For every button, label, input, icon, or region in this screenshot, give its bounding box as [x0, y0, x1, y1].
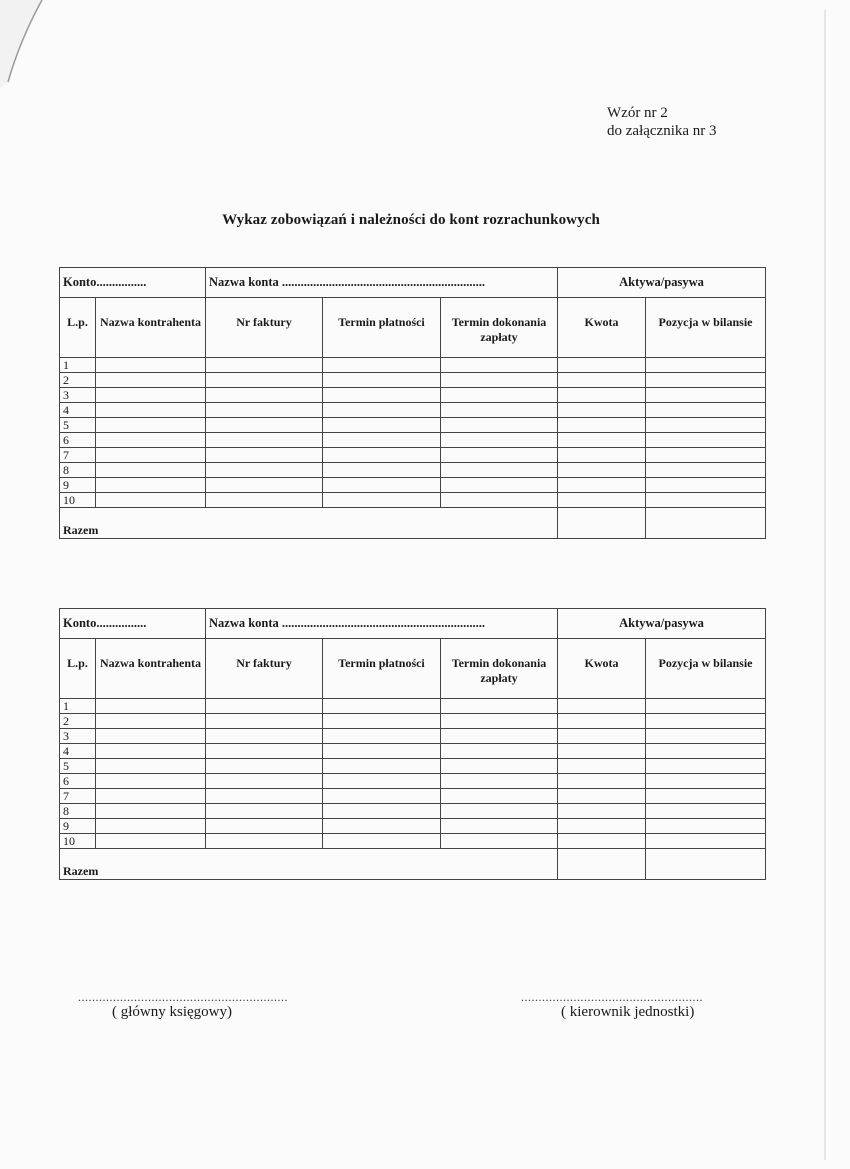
folded-corner-mark — [0, 0, 70, 90]
row-number: 2 — [60, 373, 96, 388]
col-header-balance-position: Pozycja w bilansie — [646, 298, 766, 358]
col-header-payment-date: Termin dokonania zapłaty — [441, 298, 558, 358]
account-name-field: Nazwa konta ................................................................. — [206, 609, 558, 639]
row-number: 3 — [60, 388, 96, 403]
table-row — [60, 759, 766, 774]
chief-accountant-label: ( główny księgowy) — [112, 1004, 232, 1020]
table-account-header — [60, 268, 766, 298]
model-reference — [607, 104, 717, 140]
table-column-headers — [60, 639, 766, 699]
document-title: Wykaz zobowiązań i należności do kont rozrachunkowych — [222, 212, 600, 228]
row-number: 10 — [60, 834, 96, 849]
col-header-amount: Kwota — [558, 639, 646, 699]
row-number: 4 — [60, 403, 96, 418]
col-header-invoice: Nr faktury — [206, 298, 323, 358]
table-row — [60, 729, 766, 744]
row-number: 2 — [60, 714, 96, 729]
table-row — [60, 433, 766, 448]
col-header-lp: L.p. — [60, 639, 96, 699]
total-label: Razem — [60, 508, 558, 539]
account-name-field: Nazwa konta ................................................................. — [206, 268, 558, 298]
table-row — [60, 373, 766, 388]
table-row — [60, 418, 766, 433]
row-number: 6 — [60, 433, 96, 448]
row-number: 9 — [60, 478, 96, 493]
col-header-invoice: Nr faktury — [206, 639, 323, 699]
row-number: 6 — [60, 774, 96, 789]
table-total-row — [60, 849, 766, 880]
col-header-due-date: Termin płatności — [323, 298, 441, 358]
table-row — [60, 493, 766, 508]
col-header-payment-date: Termin dokonania zapłaty — [441, 639, 558, 699]
col-header-lp: L.p. — [60, 298, 96, 358]
attachment-reference: do załącznika nr 3 — [607, 123, 717, 139]
table-row — [60, 403, 766, 418]
col-header-balance-position: Pozycja w bilansie — [646, 639, 766, 699]
col-header-due-date: Termin płatności — [323, 639, 441, 699]
col-header-amount: Kwota — [558, 298, 646, 358]
table-row — [60, 358, 766, 373]
table-row — [60, 819, 766, 834]
assets-liabilities-label: Aktywa/pasywa — [558, 268, 766, 298]
row-number: 8 — [60, 804, 96, 819]
row-number: 3 — [60, 729, 96, 744]
account-number-field: Konto................ — [60, 268, 206, 298]
row-number: 5 — [60, 418, 96, 433]
table-row — [60, 804, 766, 819]
row-number: 8 — [60, 463, 96, 478]
row-number: 5 — [60, 759, 96, 774]
total-label: Razem — [60, 849, 558, 880]
chief-accountant-signature-line: ............................................................ — [78, 990, 288, 1004]
table-row — [60, 699, 766, 714]
liabilities-table-2 — [59, 608, 766, 880]
table-total-row — [60, 508, 766, 539]
col-header-contractor: Nazwa kontrahenta — [96, 639, 206, 699]
row-number: 9 — [60, 819, 96, 834]
table-row — [60, 774, 766, 789]
row-number: 4 — [60, 744, 96, 759]
page-edge — [824, 10, 826, 1160]
assets-liabilities-label: Aktywa/pasywa — [558, 609, 766, 639]
table-row — [60, 448, 766, 463]
table-row — [60, 478, 766, 493]
table-row — [60, 463, 766, 478]
unit-head-label: ( kierownik jednostki) — [561, 1004, 695, 1020]
table-row — [60, 388, 766, 403]
row-number: 1 — [60, 699, 96, 714]
row-number: 10 — [60, 493, 96, 508]
account-number-field: Konto................ — [60, 609, 206, 639]
table-row — [60, 789, 766, 804]
table-row — [60, 744, 766, 759]
table-column-headers — [60, 298, 766, 358]
row-number: 7 — [60, 789, 96, 804]
table-account-header — [60, 609, 766, 639]
model-number: Wzór nr 2 — [607, 105, 668, 121]
table-row — [60, 834, 766, 849]
col-header-contractor: Nazwa kontrahenta — [96, 298, 206, 358]
row-number: 7 — [60, 448, 96, 463]
row-number: 1 — [60, 358, 96, 373]
table-row — [60, 714, 766, 729]
unit-head-signature-line: .................................................... — [521, 990, 703, 1004]
liabilities-table-1 — [59, 267, 766, 539]
